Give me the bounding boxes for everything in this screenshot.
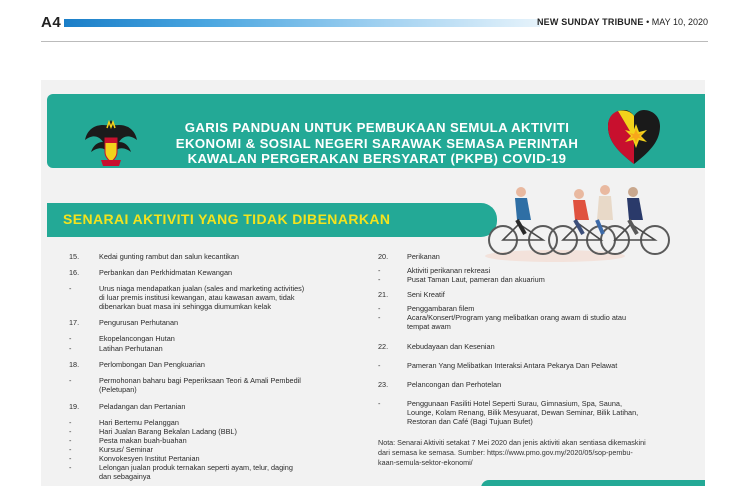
list-item: Pesta makan buah-buahan bbox=[99, 436, 187, 445]
list-item-line: dan sebagainya bbox=[99, 472, 151, 481]
item-bullet: - bbox=[69, 454, 72, 463]
page-number: A4 bbox=[41, 14, 62, 31]
header-gradient-bar bbox=[64, 19, 540, 27]
list-item: Hari Bertemu Pelanggan bbox=[99, 418, 179, 427]
item-bullet: - bbox=[69, 463, 72, 472]
list-item: Kursus/ Seminar bbox=[99, 445, 153, 454]
item-number: 19. bbox=[69, 402, 80, 411]
source-note bbox=[378, 438, 658, 467]
list-item: Aktiviti perikanan rekreasi bbox=[407, 266, 491, 275]
item-number: 16. bbox=[69, 268, 80, 277]
list-item: Hari Jualan Barang Bekalan Ladang (BBL) bbox=[99, 427, 237, 436]
masthead bbox=[537, 17, 708, 27]
list-item: Konvokesyen Institut Pertanian bbox=[99, 454, 200, 463]
section-banner bbox=[47, 203, 497, 237]
list-item: Seni Kreatif bbox=[407, 290, 445, 299]
item-bullet: - bbox=[69, 344, 72, 353]
item-bullet: - bbox=[69, 436, 72, 445]
note-line: dari semasa ke semasa. Sumber: https://www.pmo.gov.my/2020/05/sop-pembu- bbox=[378, 447, 633, 457]
issue-date: MAY 10, 2020 bbox=[651, 17, 708, 27]
item-number: 20. bbox=[378, 252, 389, 261]
title-line-3: KAWALAN PERGERAKAN BERSYARAT (PKPB) COVID-19 bbox=[187, 151, 567, 166]
list-item-line: Urus niaga mendapatkan jualan (sales and marketing activities) bbox=[99, 284, 305, 293]
item-bullet: - bbox=[378, 266, 381, 275]
poster bbox=[41, 80, 705, 486]
list-item: Ekopelancongan Hutan bbox=[99, 334, 175, 343]
item-bullet: - bbox=[69, 418, 72, 427]
list-item-line: Penggunaan Fasiliti Hotel Seperti Surau, Gimnasium, Spa, Sauna, bbox=[407, 399, 622, 408]
note-line: Nota: Senarai Aktiviti setakat 7 Mei 2020 dan jenis aktiviti akan sentiasa dikemaskini bbox=[378, 438, 646, 447]
item-bullet: - bbox=[378, 313, 381, 322]
list-item: Kebudayaan dan Kesenian bbox=[407, 342, 495, 351]
list-item-line: Lelongan jualan produk ternakan seperti ayam, telur, daging bbox=[99, 463, 293, 472]
item-number: 18. bbox=[69, 360, 80, 369]
sarawak-crest-icon bbox=[85, 116, 137, 172]
list-item-line: tempat awam bbox=[407, 322, 451, 331]
item-bullet: - bbox=[69, 445, 72, 454]
item-number: 23. bbox=[378, 380, 389, 389]
list-item-line: Restoran dan Café (Bagi Tujuan Bufet) bbox=[407, 417, 533, 426]
item-number: 17. bbox=[69, 318, 80, 327]
list-item-line: Permohonan baharu bagi Peperiksaan Teori & Amali Pembedil bbox=[99, 376, 301, 385]
separator: • bbox=[646, 17, 650, 27]
item-number: 21. bbox=[378, 290, 389, 299]
list-item: Peladangan dan Pertanian bbox=[99, 402, 186, 411]
section-title: SENARAI AKTIVITI YANG TIDAK DIBENARKAN bbox=[63, 211, 391, 227]
item-bullet: - bbox=[378, 275, 381, 284]
heart-star-icon bbox=[606, 108, 662, 166]
list-item: Perbankan dan Perkhidmatan Kewangan bbox=[99, 268, 233, 277]
item-bullet: - bbox=[69, 427, 72, 436]
newspaper-name: NEW SUNDAY TRIBUNE bbox=[536, 17, 644, 27]
list-item: Pameran Yang Melibatkan Interaksi Antara Pekarya Dan Pelawat bbox=[407, 361, 618, 370]
item-number: 22. bbox=[378, 342, 389, 351]
cyclists-illustration-icon bbox=[485, 176, 671, 266]
item-bullet: - bbox=[378, 304, 381, 313]
list-item: Latihan Perhutanan bbox=[99, 344, 163, 353]
poster-title bbox=[151, 120, 603, 167]
item-bullet: - bbox=[378, 361, 381, 370]
list-item-line: Lounge, Kolam Renang, Bilik Mesyuarat, Dewan Seminar, Bilik Latihan, bbox=[407, 408, 639, 417]
list-item: Kedai gunting rambut dan salun kecantikan bbox=[99, 252, 239, 261]
note-line: kaan-semula-sektor-ekonomi/ bbox=[378, 457, 473, 467]
list-item-line: Acara/Konsert/Program yang melibatkan orang awam di studio atau bbox=[407, 313, 627, 322]
title-line-1: GARIS PANDUAN UNTUK PEMBUKAAN SEMULA AKTIVITI bbox=[184, 120, 570, 135]
header-divider bbox=[41, 41, 708, 42]
bottom-teal-band bbox=[481, 480, 705, 486]
list-item: Pusat Taman Laut, pameran dan akuarium bbox=[407, 275, 545, 284]
list-item: Penggambaran filem bbox=[407, 304, 475, 313]
list-item-line: dibenarkan buat masa ini sehingga diumumkan kelak bbox=[99, 302, 271, 311]
item-bullet: - bbox=[69, 284, 72, 293]
list-item: Perlombongan Dan Pengkuarian bbox=[99, 360, 205, 369]
list-item: Perikanan bbox=[407, 252, 440, 261]
item-bullet: - bbox=[69, 334, 72, 343]
item-number: 15. bbox=[69, 252, 80, 261]
list-item: Pelancongan dan Perhotelan bbox=[407, 380, 502, 389]
item-bullet: - bbox=[69, 376, 72, 385]
title-line-2: EKONOMI & SOSIAL NEGERI SARAWAK SEMASA PERINTAH bbox=[175, 135, 579, 151]
list-item: Pengurusan Perhutanan bbox=[99, 318, 179, 327]
item-bullet: - bbox=[378, 399, 381, 408]
list-item-line: di luar premis institusi kewangan, atau kawasan awam, tidak bbox=[99, 293, 295, 302]
list-item-line: (Peletupan) bbox=[99, 385, 137, 394]
